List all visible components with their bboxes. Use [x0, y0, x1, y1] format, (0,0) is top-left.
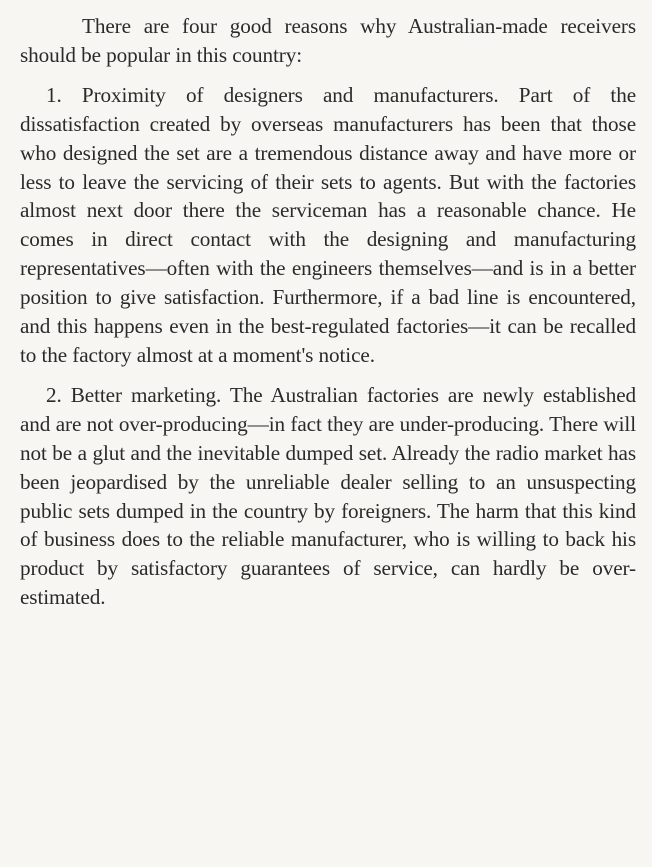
reason-1-paragraph: 1. Proximity of designers and manufacturers. Part of the dissatisfaction created by overseas manufacturers has been that those who designed the set are a tremendous distance away and have more or less to leave the servicing of their sets to agents. But with the factories almost next door there the serviceman has a reasonable chance. He comes in direct contact with the designing and manufacturing representatives—often with the engineers themselves—and is in a better position to give satisfaction. Furthermore, if a bad line is encountered, and this happens even in the best-regulated factories—it can be recalled to the factory almost at a moment's notice. — [20, 82, 636, 367]
reason-2-paragraph: 2. Better marketing. The Australian factories are newly established and are not over-producing—in fact they are under-producing. There will not be a glut and the inevitable dumped set. Already the radio market has been jeopardised by the unreliable dealer selling to an unsuspecting public sets dumped in the country by foreigners. The harm that this kind of business does to the reliable manufacturer, who is willing to back his product by satisfactory guarantees of service, can hardly be over-estimated. — [20, 382, 636, 610]
intro-paragraph: There are four good reasons why Australian-made receivers should be popular in this country: — [20, 14, 636, 67]
article-body — [20, 12, 636, 612]
